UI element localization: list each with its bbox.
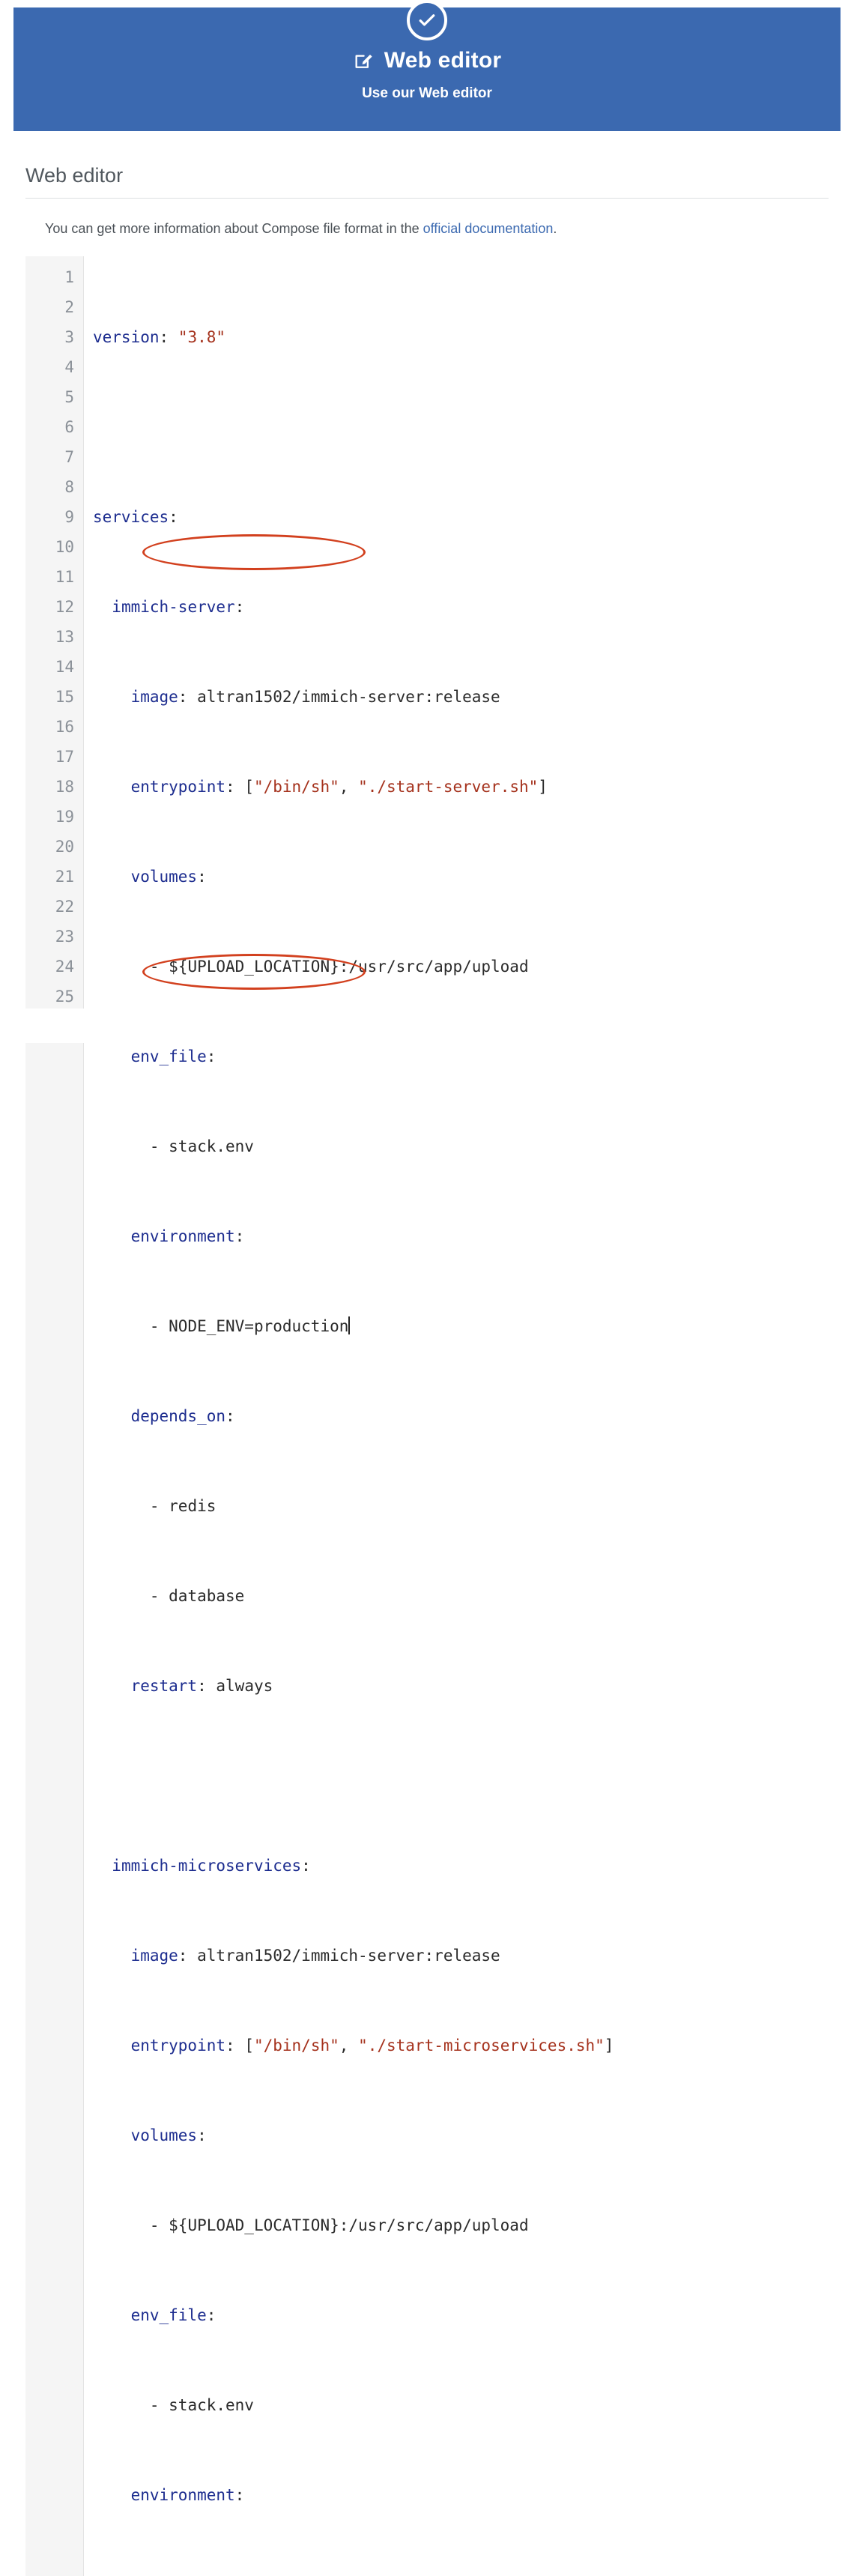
line-number: 9 [64,508,74,526]
line-number: 6 [64,418,74,436]
code-area[interactable] [84,256,829,2576]
info-text [45,221,829,237]
code-line: entrypoint: ["/bin/sh", "./start-server.sh"] [130,778,548,796]
code-line: volumes: [130,2126,207,2144]
web-editor-section [25,164,829,237]
code-line: version: "3.8" [93,328,226,346]
text-cursor [348,1316,350,1334]
code-line: - ${UPLOAD_LOCATION}:/usr/src/app/upload [149,958,529,976]
code-line: env_file: [130,2306,216,2324]
page-title: Web editor [25,164,829,199]
line-number: 3 [64,328,74,346]
line-number-gutter [25,256,84,2576]
line-number: 7 [64,448,74,466]
line-number: 12 [55,598,74,616]
code-line: restart: always [130,1677,273,1695]
line-number: 11 [55,568,74,586]
code-line: - stack.env [149,1137,254,1155]
line-number: 19 [55,808,74,826]
check-circle-icon [407,0,447,40]
line-number: 23 [55,928,74,946]
line-number: 20 [55,838,74,856]
web-editor-banner [0,0,854,131]
line-number: 17 [55,748,74,766]
code-line: environment: [130,1227,245,1245]
banner-title-row [353,48,501,73]
code-line: entrypoint: ["/bin/sh", "./start-microservices.sh"] [130,2037,614,2055]
compose-file-editor[interactable] [25,256,829,2576]
edit-pencil-icon [353,50,374,71]
line-number: 2 [64,298,74,316]
code-line: immich-microservices: [112,1857,311,1875]
line-number: 16 [55,718,74,736]
page-bottom-spacer [0,1009,854,1043]
code-line: env_file: [130,1047,216,1065]
line-number: 4 [64,358,74,376]
code-line: services: [93,508,178,526]
code-line: environment: [130,2486,245,2504]
code-line: image: altran1502/immich-server:release [130,1947,500,1965]
line-number: 21 [55,868,74,886]
line-number: 13 [55,628,74,646]
code-line: - database [149,1587,245,1605]
code-line: image: altran1502/immich-server:release [130,688,500,706]
banner-subtitle: Use our Web editor [362,85,492,101]
info-text-prefix: You can get more information about Compose file format in the [45,221,423,236]
code-line [93,412,829,442]
line-number: 18 [55,778,74,796]
code-line: volumes: [130,868,207,886]
code-line: - redis [149,1497,216,1515]
line-number: 24 [55,958,74,976]
line-number: 10 [55,538,74,556]
code-line: - ${UPLOAD_LOCATION}:/usr/src/app/upload [149,2216,529,2234]
line-number: 5 [64,388,74,406]
line-number: 22 [55,898,74,916]
line-number: 25 [55,988,74,1006]
code-line: depends_on: [130,1407,235,1425]
line-number: 15 [55,688,74,706]
line-number: 14 [55,658,74,676]
line-number: 8 [64,478,74,496]
code-line: - stack.env [149,2396,254,2414]
code-line: - NODE_ENV=production [149,1317,349,1335]
official-documentation-link[interactable]: official documentation [423,221,554,236]
code-line: immich-server: [112,598,245,616]
info-text-suffix: . [553,221,557,236]
banner-title-text: Web editor [384,47,502,73]
line-number: 1 [64,268,74,286]
code-line [93,1761,829,1791]
